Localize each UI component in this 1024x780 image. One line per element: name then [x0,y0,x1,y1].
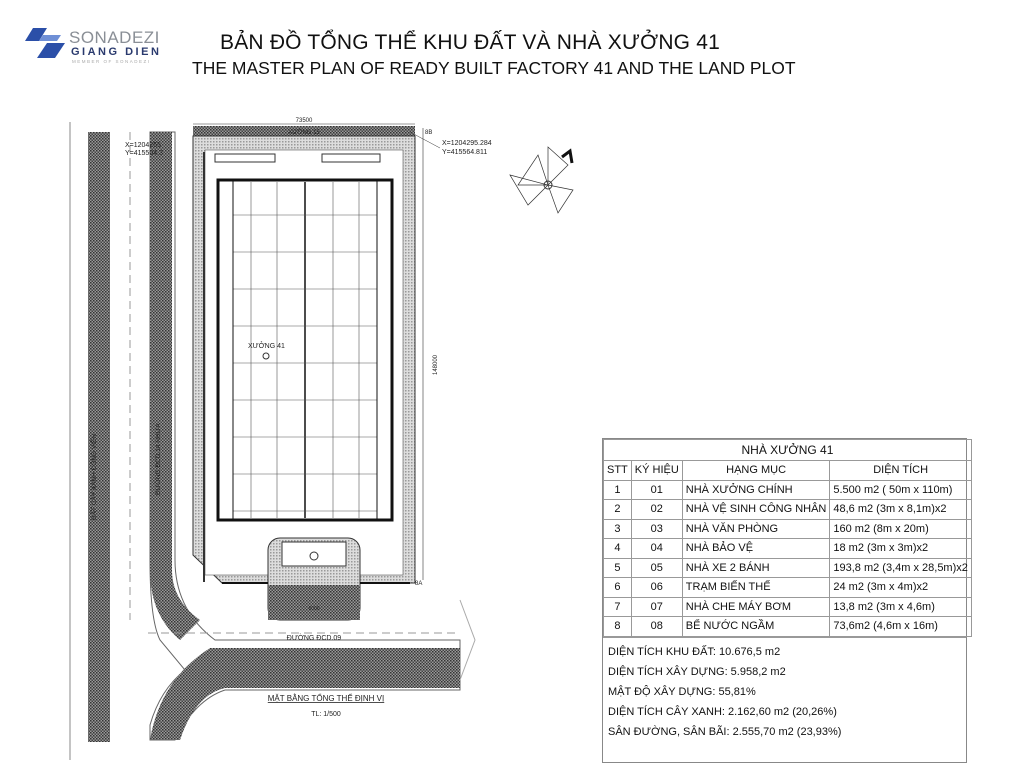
table-cell: NHÀ XƯỞNG CHÍNH [682,480,830,500]
coord-ne-y: Y=415564.811 [442,149,488,156]
road-bottom-label: ĐƯỜNG ĐCD.09 [286,635,342,642]
building-label: XƯỞNG 41 [248,343,285,350]
table-cell: 02 [631,500,682,520]
col-header-hang-muc: HẠNG MỤC [682,461,830,481]
table-cell: TRẠM BIẾN THẾ [682,578,830,598]
compass-north-arrow-icon [510,147,573,213]
table-cell: 1 [604,480,632,500]
table-cell: NHÀ BẢO VỆ [682,539,830,559]
table-cell: 8 [604,617,632,637]
note-land-area: DIỆN TÍCH KHU ĐẤT: 10.676,5 m2 [608,645,781,658]
table-cell: BỂ NƯỚC NGẦM [682,617,830,637]
road-left-label: ĐƯỜNG ĐCD.14 NHỰA [155,423,162,495]
table-cell: 07 [631,597,682,617]
table-row [604,617,972,637]
coord-nw-x: X=1204255 [125,142,162,149]
table-cell: NHÀ CHE MÁY BƠM [682,597,830,617]
table-row [604,578,972,598]
table-cell: 04 [631,539,682,559]
note-building-area: DIỆN TÍCH XÂY DỰNG: 5.958,2 m2 [608,665,786,678]
legend-table [602,438,967,763]
table-cell: 13,8 m2 (3m x 4,6m) [830,597,972,617]
table-row [604,519,972,539]
table-cell: NHÀ XE 2 BÁNH [682,558,830,578]
table-cell: 03 [631,519,682,539]
title-english: THE MASTER PLAN OF READY BUILT FACTORY 41 AND THE LAND PLOT [192,58,796,78]
legend-notes [603,637,966,762]
table-cell: 7 [604,597,632,617]
top-strip-label: XƯỞNG 15 [288,130,320,136]
table-cell: 05 [631,558,682,578]
length-dimension: 148000 [433,354,439,375]
note-building-density: MẬT ĐỘ XÂY DỰNG: 55,81% [608,685,756,698]
table-row [604,539,972,559]
table-row [604,597,972,617]
col-header-ky-hieu: KÝ HIỆU [631,461,682,481]
corner-8a: 8A [415,581,423,587]
table-cell: 06 [631,578,682,598]
legend-caption: NHÀ XƯỞNG 41 [604,440,972,461]
green-strip [70,122,110,760]
table-cell: 2 [604,500,632,520]
plan-title: MẶT BẰNG TỔNG THỂ ĐỊNH VỊ [267,694,385,703]
table-cell: 160 m2 (8m x 20m) [830,519,972,539]
table-cell: 5.500 m2 ( 50m x 110m) [830,480,972,500]
table-cell: 01 [631,480,682,500]
note-yard-area: SÂN ĐƯỜNG, SÂN BÃI: 2.555,70 m2 (23,93%) [608,725,842,738]
table-row [604,558,972,578]
table-cell: 3 [604,519,632,539]
note-green-area: DIỆN TÍCH CÂY XANH: 2.162,60 m2 (20,26%) [608,705,837,718]
table-cell: 48,6 m2 (3m x 8,1m)x2 [830,500,972,520]
coord-nw-y: Y=415504.3 [125,150,163,157]
table-cell: 193,8 m2 (3,4m x 28,5m)x2 [830,558,972,578]
logo-subtitle: GIANG DIEN [71,46,162,58]
table-cell: NHÀ VĂN PHÒNG [682,519,830,539]
green-land-label: ĐẤT CÂY XANH CÔNG VIÊN [91,433,98,520]
table-cell: 6 [604,578,632,598]
factory-building [218,180,392,520]
table-cell: 5 [604,558,632,578]
table-cell: 08 [631,617,682,637]
logo-name: SONADEZI [69,28,160,47]
col-header-stt: STT [604,461,632,481]
col-header-dien-tich: DIỆN TÍCH [830,461,972,481]
table-cell: 4 [604,539,632,559]
corner-8b: 8B [425,130,433,136]
table-cell: NHÀ VỆ SINH CÔNG NHÂN [682,500,830,520]
width-dimension: 73500 [295,118,313,124]
title-vietnamese: BẢN ĐỒ TỔNG THỂ KHU ĐẤT VÀ NHÀ XƯỞNG 41 [220,31,721,54]
table-row [604,500,972,520]
logo-tagline: MEMBER OF SONADEZI [72,59,151,64]
gate-dimension: 6000 [308,606,320,612]
table-cell: 24 m2 (3m x 4m)x2 [830,578,972,598]
coord-ne-x: X=1204295.284 [442,140,492,147]
table-row [604,480,972,500]
table-cell: 18 m2 (3m x 3m)x2 [830,539,972,559]
plan-scale: TL: 1/500 [311,711,341,718]
table-cell: 73,6m2 (4,6m x 16m) [830,617,972,637]
